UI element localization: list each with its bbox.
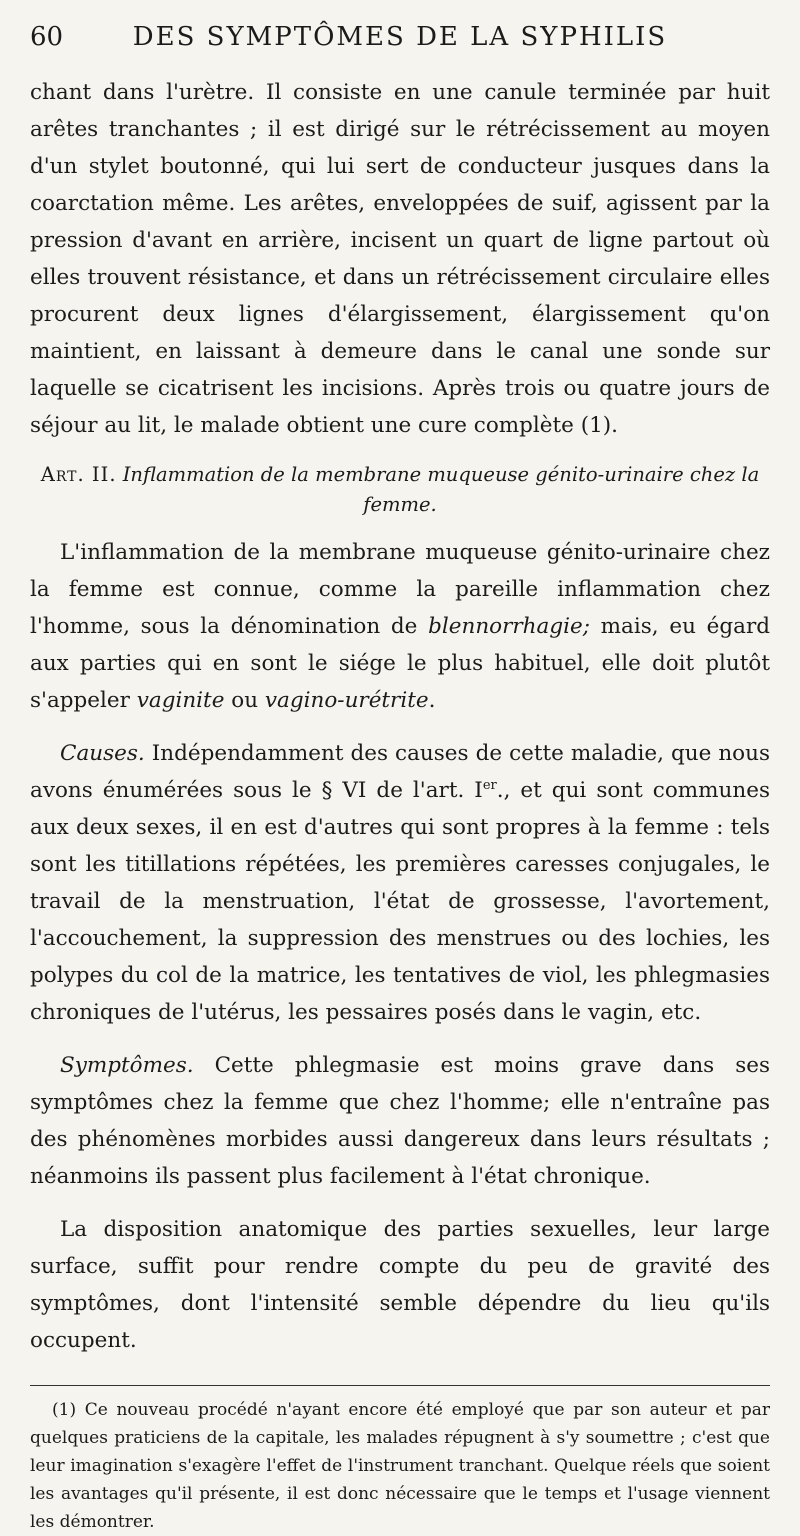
article-heading	[30, 460, 770, 520]
text-run: ., et qui sont communes aux deux sexes, il en est d'autres qui sont propres à la femme : tels sont les titillations répétées, les premières caresses conjugales, le travail de la menstruation, l'état de grossesse, l'avortement, l'accouchement, la suppression des menstrues ou des lochies, les polypes du col de la matrice, les tentatives de viol, les phlegmasies chroniques de l'utérus, les pessaires posés dans le vagin, etc.	[30, 778, 771, 1025]
text-run: Indépendamment des causes de cette maladie, que nous avons énumérées sous le § VI de l'art. I	[30, 741, 770, 803]
article-title: Inflammation de la membrane muqueuse génito-urinaire chez la femme.	[122, 463, 760, 516]
paragraph-causes	[30, 735, 770, 1031]
superscript-er: er	[482, 777, 497, 793]
page-number: 60	[30, 22, 64, 52]
causes-label: Causes.	[60, 741, 145, 766]
running-head: DES SYMPTÔMES DE LA SYPHILIS	[132, 22, 668, 52]
text-run: Cette phlegmasie est moins grave dans ses symptômes chez la femme que chez l'homme; elle n'entraîne pas des phénomènes morbides aussi dangereux dans leurs résultats ; néanmoins ils passent plus facilement à l'état chronique.	[30, 1053, 770, 1189]
symptomes-label: Symptômes.	[60, 1053, 194, 1078]
footnote-text: (1) Ce nouveau procédé n'ayant encore été employé que par son auteur et par quelques praticiens de la capitale, les malades répugnent à s'y soumettre ; c'est que leur imagination s'exagère l'effet de l'instrument tranchant. Quelque réels que soient les avantages qu'il présente, il est donc nécessaire que le temps et l'usage viennent les démontrer.	[30, 1400, 770, 1532]
page-header	[30, 22, 770, 74]
footnote	[30, 1396, 770, 1536]
text-run: ou	[224, 688, 265, 713]
text-run: mais, eu égard aux parties qui en sont le siége le plus habituel, elle doit plutôt s'appeler	[30, 614, 770, 713]
term-vagino-uretrite: vagino-urétrite	[264, 688, 429, 713]
term-vaginite: vaginite	[136, 688, 225, 713]
paragraph-disposition: La disposition anatomique des parties sexuelles, leur large surface, suffit pour rendre compte du peu de gravité des symptômes, dont l'intensité semble dépendre du lieu qu'ils occupent.	[30, 1217, 770, 1353]
article-label: Art. II.	[40, 463, 117, 486]
main-text	[30, 74, 770, 1359]
footnote-divider	[30, 1385, 770, 1386]
term-blennorrhagie: blennorrhagie;	[428, 614, 590, 639]
text-run: .	[428, 688, 436, 713]
paragraph-definition	[30, 534, 770, 719]
text-run: L'inflammation de la membrane muqueuse génito-urinaire chez la femme est connue, comme la pareille inflammation chez l'homme, sous la dénomination de	[30, 540, 770, 639]
continuation-paragraph: chant dans l'urètre. Il consiste en une canule terminée par huit arêtes tranchantes ; il est dirigé sur le rétrécissement au moyen d'un stylet boutonné, qui lui sert de conducteur jusques dans la coarctation même. Les arêtes, enveloppées de suif, agissent par la pression d'avant en arrière, incisent un quart de ligne partout où elles trouvent résistance, et dans un rétrécissement circulaire elles procurent deux lignes d'élargissement, élargissement qu'on maintient, en laissant à demeure dans le canal une sonde sur laquelle se cicatrisent les incisions. Après trois ou quatre jours de séjour au lit, le malade obtient une cure complète (1).	[30, 80, 770, 438]
paragraph-symptomes	[30, 1047, 770, 1195]
